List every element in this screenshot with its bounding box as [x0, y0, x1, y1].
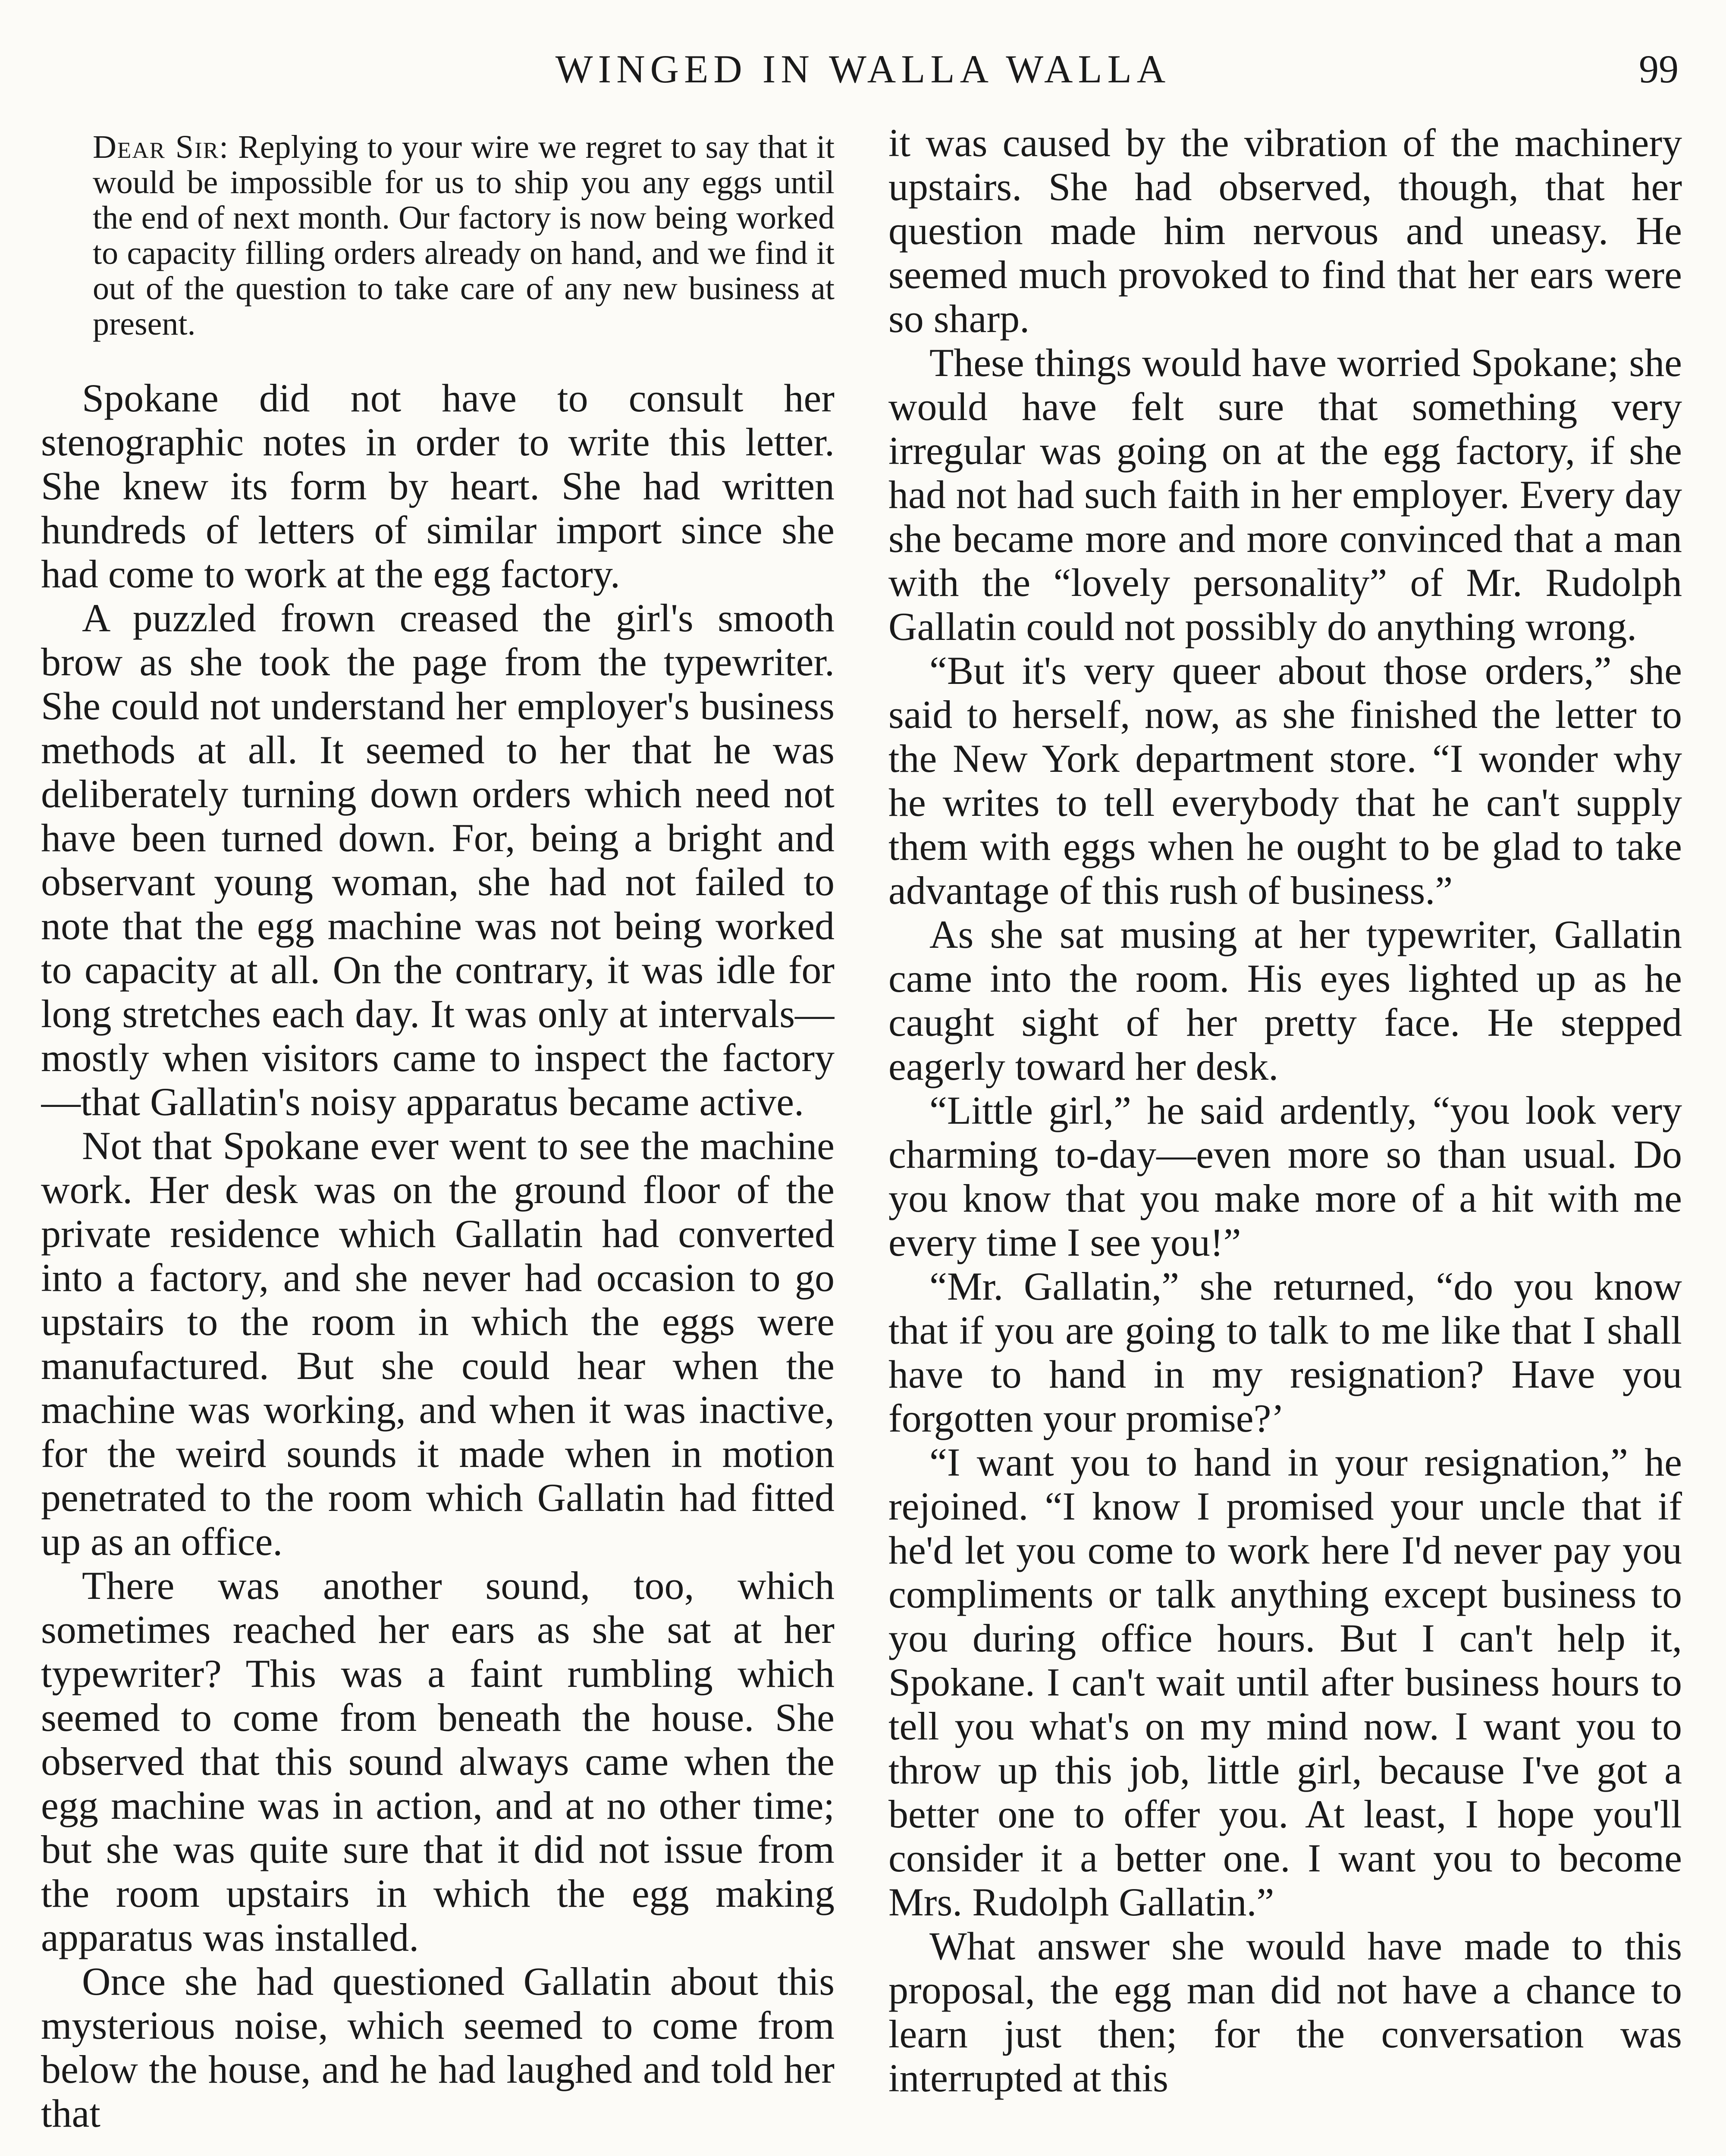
paragraph: “Mr. Gallatin,” she returned, “do you know that if you are going to talk to me like that I shall have to hand in my resignation? Have you forgotten your promise?’ — [888, 1264, 1682, 1440]
paragraph: “But it's very queer about those orders,” she said to herself, now, as she finished the letter to the New York department store. “I wonder why he writes to tell everybody that he can't supply them with eggs when he ought to be glad to take advantage of this rush of business.” — [888, 649, 1682, 912]
letter-text — [41, 129, 835, 342]
left-column — [41, 129, 835, 2156]
paragraph-continued: it was caused by the vibration of the machinery upstairs. She had observed, though, that her question made him nervous and uneasy. He seemed much provoked to find that her ears were so sharp. — [888, 121, 1682, 341]
paragraph: As she sat musing at her typewriter, Gallatin came into the room. His eyes lighted up as he caught sight of her pretty face. He stepped eagerly toward her desk. — [888, 912, 1682, 1088]
letter-salutation: Dear Sir: — [93, 129, 229, 165]
paragraph: “Little girl,” he said ardently, “you look very charming to-day—even more so than usual. Do you know that you make more of a hit with me every time I see you!” — [888, 1088, 1682, 1264]
paragraph: What answer she would have made to this proposal, the egg man did not have a chance to learn just then; for the conversation was interrupted at this — [888, 1924, 1682, 2100]
paragraph: These things would have worried Spokane; she would have felt sure that something very irregular was going on at the egg factory, if she had not had such faith in her employer. Every day she became more and more convinced that a man with the “lovely personality” of Mr. Rudolph Gallatin could not possibly do anything wrong. — [888, 341, 1682, 649]
paragraph: Spokane did not have to consult her stenographic notes in order to write this letter. She knew its form by heart. She had written hundreds of letters of similar import since she had come to work at the egg factory. — [41, 376, 835, 596]
paragraph: Once she had questioned Gallatin about this mysterious noise, which seemed to come from below the house, and he had laughed and told her that — [41, 1959, 835, 2135]
running-title: WINGED IN WALLA WALLA — [555, 47, 1171, 91]
paragraph: A puzzled frown creased the girl's smooth brow as she took the page from the typewriter. She could not understand her employer's business methods at all. It seemed to her that he was deliberately turning down orders which need not have been turned down. For, being a bright and observant young woman, she had not failed to note that the egg machine was not being worked to capacity at all. On the contrary, it was idle for long stretches each day. It was only at intervals—mostly when visitors came to inspect the factory—that Gallatin's noisy apparatus became active. — [41, 596, 835, 1124]
paragraph: “I want you to hand in your resignation,” he rejoined. “I know I promised your uncle that if he'd let you come to work here I'd never pay you compliments or talk anything except business to you during office hours. But I can't help it, Spokane. I can't wait until after business hours to tell you what's on my mind now. I want you to throw up this job, little girl, because I've got a better one to offer you. At least, I hope you'll consider it a better one. I want you to become Mrs. Rudolph Gallatin.” — [888, 1440, 1682, 1924]
page-header — [0, 41, 1726, 97]
page-number: 99 — [1639, 47, 1679, 91]
right-column — [888, 121, 1682, 2156]
paragraph: Not that Spokane ever went to see the machine work. Her desk was on the ground floor of the private residence which Gallatin had converted into a factory, and she never had occasion to go upstairs to the room in which the eggs were manufactured. But she could hear when the machine was working, and when it was inactive, for the weird sounds it made when in motion penetrated to the room which Gallatin had fitted up as an office. — [41, 1124, 835, 1564]
paragraph: There was another sound, too, which sometimes reached her ears as she sat at her typewriter? This was a faint rumbling which seemed to come from beneath the house. She observed that this sound always came when the egg machine was in action, and at no other time; but she was quite sure that it did not issue from the room upstairs in which the egg making apparatus was installed. — [41, 1564, 835, 1959]
letter-body: Replying to your wire we regret to say that it would be impossible for us to ship you any eggs until the end of next month. Our factory is now being worked to capacity filling orders already on hand, and we find it out of the question to take care of any new business at present. — [93, 129, 835, 342]
